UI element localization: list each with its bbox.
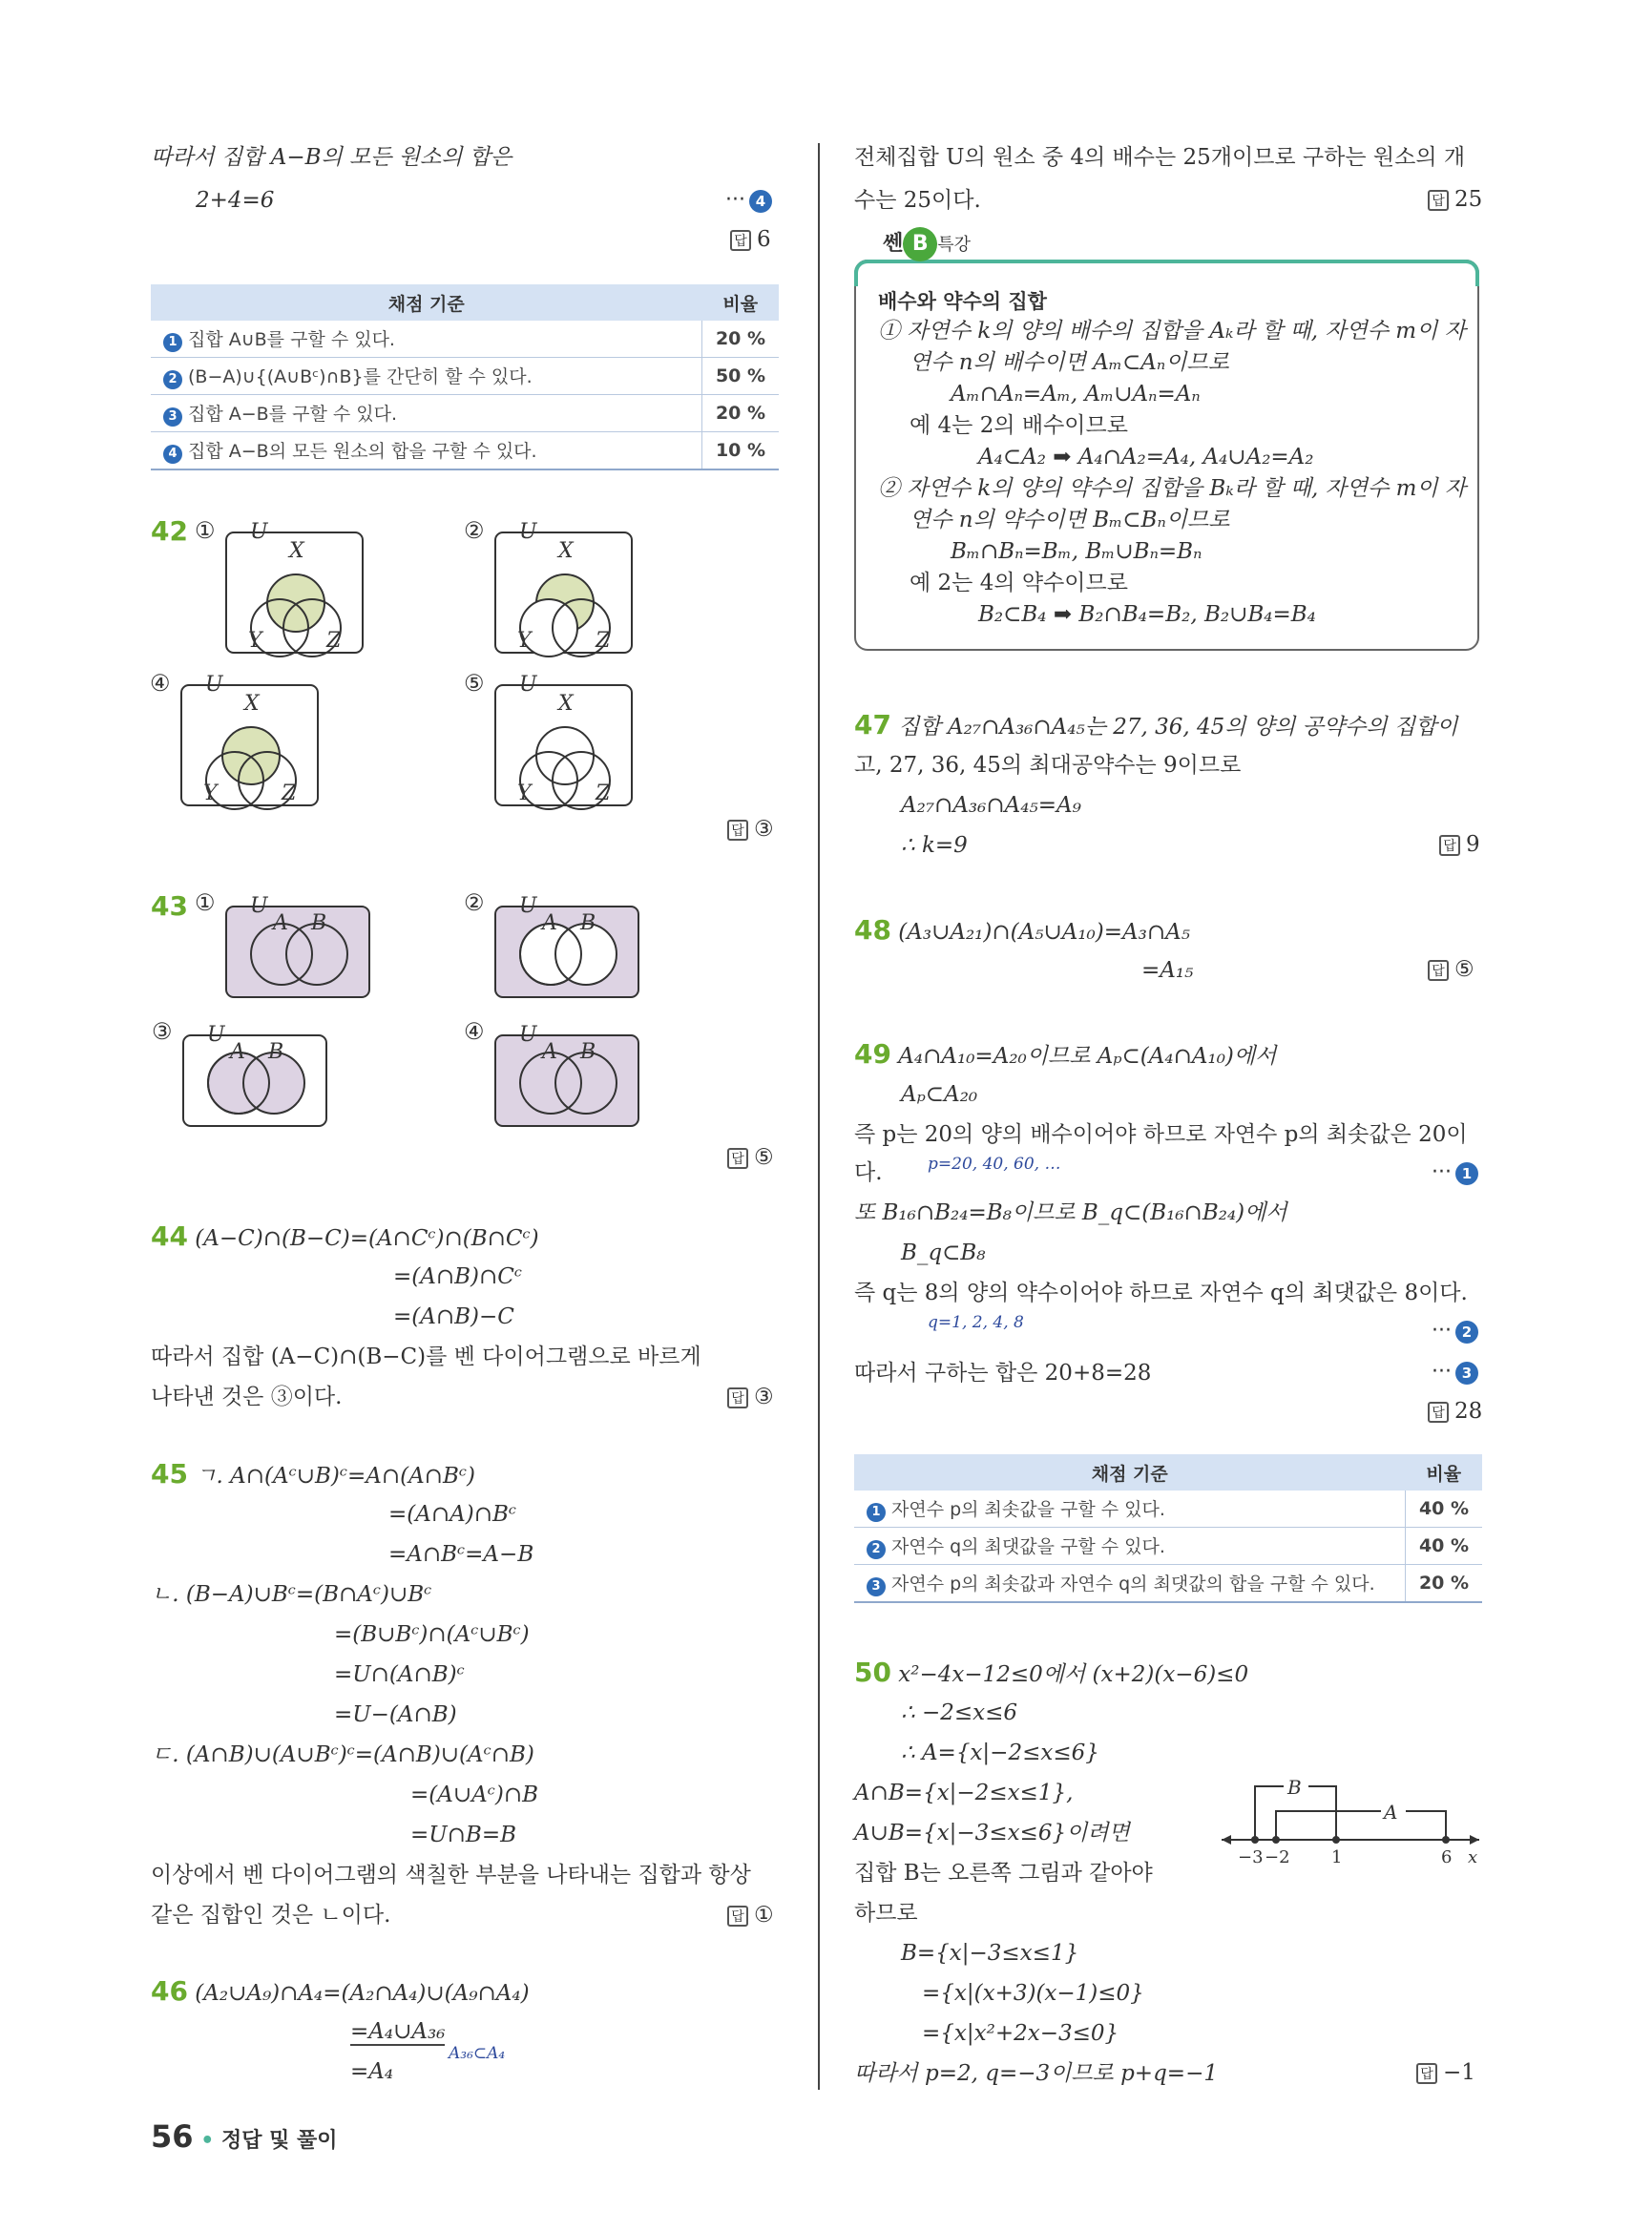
- svg-text:A: A: [542, 911, 557, 935]
- problem-45-line-1: 45 ㄱ. A∩(Aᶜ∪B)ᶜ=A∩(A∩Bᶜ): [151, 1458, 475, 1490]
- answer-44: 답 ③: [727, 1385, 774, 1409]
- right-top-line-1: 전체집합 U의 원소 중 4의 배수는 25개이므로 구하는 원소의 개: [854, 145, 1466, 170]
- step-marker: ··· 4: [725, 188, 772, 213]
- note-line-10: B₂⊂B₄ ➡ B₂∩B₄=B₂, B₂∪B₄=B₄: [978, 602, 1316, 627]
- page-footer: 56 • 정답 및 풀이: [151, 2118, 338, 2155]
- table-row: 3 집합 A−B를 구할 수 있다. 20 %: [151, 395, 779, 432]
- problem-45-line-7: =U−(A∩B): [334, 1702, 457, 1727]
- problem-50-line-6: 집합 B는 오른쪽 그림과 같아야: [854, 1861, 1153, 1886]
- problem-45-line-10: =U∩B=B: [410, 1823, 517, 1847]
- problem-47-line-3: A₂₇∩A₃₆∩A₄₅=A₉: [901, 793, 1081, 818]
- intro-line: 따라서 집합 A−B의 모든 원소의 합은: [151, 145, 512, 170]
- answer-48: 답 ⑤: [1428, 957, 1474, 982]
- svg-text:③: ③: [152, 1018, 173, 1045]
- problem-45-line-6: =U∩(A∩B)ᶜ: [334, 1662, 465, 1687]
- problem-45-line-8: ㄷ. (A∩B)∪(A∪Bᶜ)ᶜ=(A∩B)∪(Aᶜ∩B): [151, 1742, 534, 1767]
- column-divider: [818, 143, 820, 2090]
- svg-text:Z: Z: [596, 782, 611, 805]
- table-row: 4 집합 A−B의 모든 원소의 합을 구할 수 있다. 10 %: [151, 432, 779, 470]
- problem-50-line-11: 따라서 p=2, q=−3이므로 p+q=−1: [854, 2061, 1218, 2086]
- answer-47: 답 9: [1439, 832, 1480, 857]
- right-top-line-2: 수는 25이다.: [854, 188, 981, 213]
- problem-45-line-11: 이상에서 벤 다이어그램의 색칠한 부분을 나타내는 집합과 항상: [151, 1863, 751, 1887]
- option-label: ④: [150, 670, 171, 697]
- axis-label: x: [1468, 1847, 1478, 1867]
- table-header-criteria: 채점 기준: [151, 284, 702, 321]
- svg-text:X: X: [558, 692, 574, 716]
- answer-50: 답 −1: [1416, 2060, 1475, 2085]
- problem-50-line-1: 50 x²−4x−12≤0에서 (x+2)(x−6)≤0: [854, 1657, 1249, 1688]
- svg-text:X: X: [289, 539, 304, 563]
- table-row: 1 집합 A∪B를 구할 수 있다. 20 %: [151, 321, 779, 358]
- problem-49-line-8: 따라서 구하는 합은 20+8=28: [854, 1361, 1152, 1386]
- svg-text:B: B: [311, 911, 327, 935]
- problem-50-line-9: ={x|(x+3)(x−1)≤0}: [922, 1981, 1144, 2006]
- svg-text:U: U: [519, 1023, 537, 1047]
- tick-label: 1: [1331, 1847, 1343, 1867]
- axis-arrow-left: [1222, 1835, 1231, 1845]
- problem-45-line-12: 같은 집합인 것은 ㄴ이다.: [151, 1903, 391, 1928]
- svg-text:U: U: [250, 520, 268, 544]
- svg-text:A: A: [230, 1040, 245, 1064]
- problem-45-line-4: ㄴ. (B−A)∪Bᶜ=(B∩Aᶜ)∪Bᶜ: [151, 1582, 432, 1607]
- note-line-2: 연수 n의 배수이면 Aₘ⊂Aₙ이므로: [910, 350, 1229, 375]
- answer-icon: 답: [730, 230, 751, 251]
- page-number: 56: [151, 2118, 194, 2155]
- note-line-9: 예 2는 4의 약수이므로: [910, 571, 1128, 595]
- problem-48-line-2: =A₁₅: [1141, 958, 1194, 983]
- problem-46-note: A₃₆⊂A₄: [449, 2044, 506, 2063]
- problem-43-number: 43: [151, 890, 188, 922]
- problem-42-number: 42: [151, 515, 188, 547]
- ssen-brand: 쎈 B 특강: [883, 227, 971, 261]
- note-line-8: Bₘ∩Bₙ=Bₘ, Bₘ∪Bₙ=Bₙ: [951, 539, 1202, 564]
- venn-option-4: [464, 1018, 638, 1126]
- svg-text:Y: Y: [517, 782, 532, 805]
- svg-text:A: A: [273, 911, 288, 935]
- table-header-ratio: 비율: [702, 284, 780, 321]
- svg-text:②: ②: [464, 889, 485, 916]
- svg-text:Y: Y: [517, 629, 532, 653]
- table-row: 3 자연수 p의 최솟값과 자연수 q의 최댓값의 합을 구할 수 있다. 20 %: [854, 1565, 1482, 1603]
- venn-diagrams-43: [148, 887, 787, 1136]
- answer-42: 답 ③: [727, 817, 774, 842]
- problem-45-line-5: =(B∪Bᶜ)∩(Aᶜ∪Bᶜ): [334, 1622, 530, 1647]
- svg-text:Z: Z: [282, 782, 297, 805]
- svg-text:A: A: [542, 1040, 557, 1064]
- problem-47-line-4: ∴ k=9: [901, 833, 968, 858]
- number-line-figure: [1217, 1775, 1484, 1870]
- problem-49-line-3: 즉 p는 20의 양의 배수이어야 하므로 자연수 p의 최솟값은 20이: [854, 1122, 1468, 1147]
- svg-text:B: B: [580, 1040, 596, 1064]
- svg-text:X: X: [244, 692, 260, 716]
- venn-option-1: [195, 517, 363, 657]
- problem-49-line-1: 49 A₄∩A₁₀=A₂₀이므로 Aₚ⊂(A₄∩A₁₀)에서: [854, 1038, 1277, 1070]
- step-marker-3: ··· 3: [1432, 1360, 1478, 1385]
- svg-text:U: U: [519, 520, 537, 544]
- problem-44-line-4: 따라서 집합 (A−C)∩(B−C)를 벤 다이어그램으로 바르게: [151, 1345, 701, 1369]
- problem-44-line-2: =(A∩B)∩Cᶜ: [393, 1264, 522, 1289]
- label-a: A: [1384, 1801, 1398, 1824]
- svg-text:Y: Y: [248, 629, 262, 653]
- problem-45-line-3: =A∩Bᶜ=A−B: [388, 1542, 534, 1567]
- svg-text:Z: Z: [596, 629, 611, 653]
- problem-50-line-5: A∪B={x|−3≤x≤6}이려면: [854, 1821, 1130, 1845]
- problem-49-line-7: 즉 q는 8의 양의 약수이어야 하므로 자연수 q의 최댓값은 8이다.: [854, 1281, 1468, 1305]
- svg-text:U: U: [519, 673, 537, 697]
- svg-text:B: B: [580, 911, 596, 935]
- table-header-criteria: 채점 기준: [854, 1454, 1406, 1491]
- problem-44-line-3: =(A∩B)−C: [393, 1304, 514, 1329]
- problem-50-line-7: 하므로: [854, 1901, 918, 1926]
- venn-option-3: [152, 1018, 326, 1126]
- tick-label: −3: [1238, 1847, 1264, 1867]
- problem-50-line-3: ∴ A={x|−2≤x≤6}: [901, 1741, 1099, 1765]
- option-label: ②: [464, 517, 485, 544]
- step-marker-1: ··· 1: [1432, 1160, 1478, 1185]
- grading-table-1: [151, 284, 779, 470]
- venn-option-2: [464, 517, 632, 657]
- svg-text:X: X: [558, 539, 574, 563]
- problem-46-line-3: =A₄: [350, 2059, 394, 2084]
- problem-45-line-9: =(A∪Aᶜ)∩B: [410, 1783, 538, 1807]
- venn-option-5: [464, 670, 632, 809]
- problem-49-line-5: 또 B₁₆∩B₂₄=B₈이므로 B_q⊂(B₁₆∩B₂₄)에서: [854, 1200, 1287, 1225]
- sum-line: 2+4=6: [196, 188, 275, 213]
- note-line-7: 연수 n의 약수이면 Bₘ⊂Bₙ이므로: [910, 508, 1230, 532]
- problem-50-line-4: A∩B={x|−2≤x≤1},: [854, 1781, 1074, 1805]
- answer-top: 답 25: [1428, 187, 1482, 212]
- option-label: ⑤: [464, 670, 485, 697]
- tick-label: 6: [1441, 1847, 1453, 1867]
- problem-49-line-6: B_q⊂B₈: [901, 1241, 986, 1265]
- note-line-6: ② 자연수 k의 양의 약수의 집합을 Bₖ라 할 때, 자연수 m이 자: [878, 476, 1467, 501]
- svg-text:Y: Y: [203, 782, 218, 805]
- problem-47-line-2: 고, 27, 36, 45의 최대공약수는 9이므로: [854, 753, 1242, 778]
- set-a-bracket: [1276, 1811, 1446, 1840]
- label-b: B: [1287, 1776, 1302, 1799]
- svg-text:④: ④: [464, 1018, 485, 1045]
- problem-44-line-1: 44 (A−C)∩(B−C)=(A∩Cᶜ)∩(B∩Cᶜ): [151, 1220, 539, 1252]
- table-row: 1 자연수 p의 최솟값을 구할 수 있다. 40 %: [854, 1491, 1482, 1528]
- problem-46-line-1: 46 (A₂∪A₉)∩A₄=(A₂∩A₄)∪(A₉∩A₄): [151, 1975, 530, 2007]
- axis-arrow-right: [1470, 1835, 1479, 1845]
- tick-label: −2: [1265, 1847, 1290, 1867]
- problem-45-line-2: =(A∩A)∩Bᶜ: [388, 1502, 516, 1527]
- svg-text:Z: Z: [326, 629, 342, 653]
- note-line-1: ① 자연수 k의 양의 배수의 집합을 Aₖ라 할 때, 자연수 m이 자: [878, 319, 1466, 344]
- note-line-5: A₄⊂A₂ ➡ A₄∩A₂=A₄, A₄∪A₂=A₂: [978, 445, 1314, 469]
- note-title: 배수와 약수의 집합: [878, 290, 1047, 313]
- grading-table-2: [854, 1454, 1482, 1603]
- problem-49-note-2: q=1, 2, 4, 8: [928, 1313, 1024, 1332]
- option-label: ①: [195, 517, 216, 544]
- answer-45: 답 ①: [727, 1903, 774, 1928]
- footer-label: 정답 및 풀이: [220, 2129, 338, 2153]
- problem-49-note-1: p=20, 40, 60, …: [928, 1155, 1061, 1174]
- table-row: 2 자연수 q의 최댓값을 구할 수 있다. 40 %: [854, 1528, 1482, 1565]
- table-row: 2 (B−A)∪{(A∪Bᶜ)∩B}를 간단히 할 수 있다. 50 %: [151, 358, 779, 395]
- table-header-ratio: 비율: [1406, 1454, 1483, 1491]
- venn-option-2: [464, 889, 638, 997]
- answer-41: 답 6: [730, 227, 771, 252]
- answer-49: 답 28: [1428, 1399, 1482, 1424]
- problem-50-line-2: ∴ −2≤x≤6: [901, 1700, 1017, 1725]
- note-line-3: Aₘ∩Aₙ=Aₘ, Aₘ∪Aₙ=Aₙ: [951, 382, 1201, 407]
- svg-text:U: U: [207, 1023, 225, 1047]
- svg-text:U: U: [519, 894, 537, 918]
- svg-text:①: ①: [195, 889, 216, 916]
- problem-47-line-1: 47 집합 A₂₇∩A₃₆∩A₄₅는 27, 36, 45의 양의 공약수의 집합이: [854, 709, 1458, 740]
- problem-49-line-4: 다.: [854, 1160, 883, 1185]
- svg-text:U: U: [250, 894, 268, 918]
- step-marker-2: ··· 2: [1432, 1319, 1478, 1344]
- venn-option-1: [195, 889, 369, 997]
- answer-43: 답 ⑤: [727, 1145, 774, 1170]
- special-note-topbar: [854, 260, 1479, 286]
- problem-50-line-8: B={x|−3≤x≤1}: [901, 1941, 1079, 1966]
- problem-48-line-1: 48 (A₃∪A₂₁)∩(A₅∪A₁₀)=A₃∩A₅: [854, 914, 1190, 946]
- svg-text:U: U: [205, 673, 223, 697]
- problem-50-line-10: ={x|x²+2x−3≤0}: [922, 2021, 1119, 2046]
- venn-option-4: [150, 670, 318, 809]
- problem-49-line-2: Aₚ⊂A₂₀: [901, 1082, 978, 1107]
- problem-46-line-2: =A₄∪A₃₆: [350, 2019, 446, 2044]
- svg-text:B: B: [268, 1040, 284, 1064]
- note-line-4: 예 4는 2의 배수이므로: [910, 413, 1128, 438]
- problem-44-line-5: 나타낸 것은 ③이다.: [151, 1385, 343, 1409]
